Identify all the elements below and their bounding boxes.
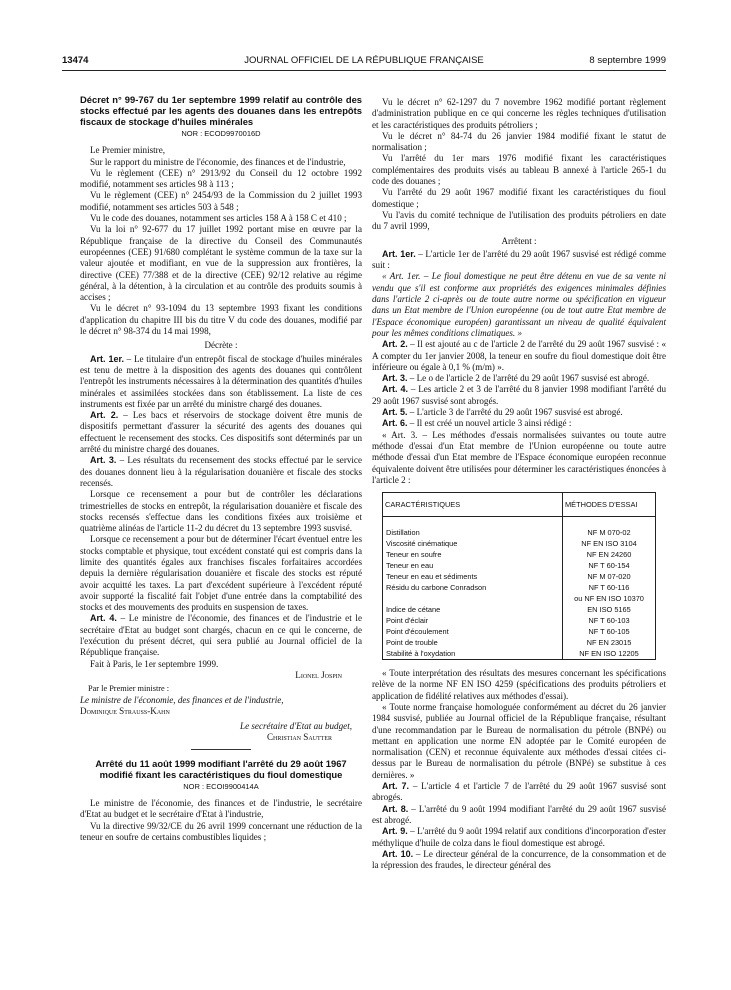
table-row: [383, 571, 656, 582]
table-row: [383, 538, 656, 549]
header-rule: [62, 70, 666, 71]
arrete-paragraph: « Toute norme française homologuée conformément au décret du 26 janvier 1984 susvisé, publiée au Journal officiel de la République française, résultant d'une recommandation par le Bureau de normalisation du pétrole (BNPé) ou mettant en application une norme EN adoptée par le Comité européen de normalisation (CEN) et reconnue équivalente aux méthodes d'essai citées ci-dessus par le Bureau de normalisation du pétrole (BNPé) se substitue à ces dernières. »: [372, 701, 666, 780]
table-cell: Point d'écoulement: [383, 626, 563, 637]
table-header-row: [383, 493, 656, 517]
decree-paragraph: Vu le règlement (CEE) n° 2454/93 de la Commission du 2 juillet 1993 modifié, notamment ses articles 503 à 548 ;: [80, 190, 362, 212]
decree-paragraph: Vu le décret n° 93-1094 du 13 septembre 1993 fixant les conditions d'application du chapitre III bis du titre V du code des douanes, modifié par le décret n° 98-374 du 14 mai 1998,: [80, 303, 362, 337]
table-cell: NF T 60-103: [563, 615, 656, 626]
secretary-title: Le secrétaire d'Etat au budget,: [240, 721, 352, 732]
publication-date: 8 septembre 1999: [589, 55, 666, 66]
table-row: [383, 549, 656, 560]
table-cell: Teneur en eau: [383, 560, 563, 571]
arrete-article: [372, 804, 666, 827]
table-row: [383, 626, 656, 637]
article-label: Art. 4.: [90, 613, 117, 624]
left-column: [80, 94, 362, 843]
table-cell: NF EN 23015: [563, 637, 656, 648]
table-row: [383, 582, 656, 604]
article-text: – Il est ajouté au c de l'article 2 de l'arrêté du 29 août 1967 susvisé : « A compter du 1er janvier 2008, la teneur en soufre du fioul domestique doit être inférieure ou égale à 0,1 % (m/m) ».: [372, 339, 666, 372]
arrete-article: [372, 407, 666, 418]
done-line: Fait à Paris, le 1er septembre 1999.: [90, 658, 219, 669]
column-header: CARACTÉRISTIQUES: [383, 493, 563, 517]
decree-article: [80, 613, 362, 658]
article-label: Art. 7.: [382, 781, 410, 792]
table-cell: NF EN ISO 3104: [563, 538, 656, 549]
arrete-article: [372, 849, 666, 872]
article-label: Art. 2.: [90, 410, 119, 421]
table-row: [383, 615, 656, 626]
article-text: – Le ministre de l'économie, des finances et de l'industrie et le secrétaire d'Etat au budget sont chargés, chacun en ce qui le concerne, de l'exécution du présent décret, qui sera publié au Journal officiel de la République française.: [80, 613, 362, 658]
journal-title: JOURNAL OFFICIEL DE LA RÉPUBLIQUE FRANÇAISE: [244, 55, 484, 66]
arrete-article: [372, 339, 666, 373]
decree-paragraph: Vu le règlement (CEE) n° 2913/92 du Conseil du 12 octobre 1992 modifié, notamment ses articles 98 à 113 ;: [80, 167, 362, 190]
arrete-article: [372, 826, 666, 849]
table-cell: Stabilité à l'oxydation: [383, 648, 563, 660]
by-prime-minister: Par le Premier ministre :: [88, 684, 170, 694]
arrete-paragraph: Vu le décret n° 84-74 du 26 janvier 1984 modifié fixant le statut de normalisation ;: [372, 130, 666, 153]
arrete-paragraph: Vu l'avis du comité technique de l'utilisation des produits pétroliers en date du 7 avril 1999,: [372, 209, 666, 232]
decree-article: [80, 354, 362, 410]
decree-title: Décret n° 99-767 du 1er septembre 1999 relatif au contrôle des stocks effectué par les agents des douanes dans les entrepôts fiscaux de stockage d'huiles minérales: [80, 94, 362, 127]
secretary-name: Christian Sautter: [266, 732, 332, 743]
article-text: – Les article 2 et 3 de l'arrêté du 8 janvier 1998 modifiant l'arrêté du 29 août 1967 susvisé sont abrogés.: [372, 384, 666, 406]
table-cell: Point de trouble: [383, 637, 563, 648]
arrete-article: [372, 781, 666, 804]
arrete-nor: NOR : ECOI9900414A: [183, 781, 259, 791]
article-text: – Le titulaire d'un entrepôt fiscal de stockage d'huiles minérales est tenu de mettre à la disposition des agents des douanes qui contrôlent l'entrepôt les instruments nécessaires à la détermination des quantités d'huiles minérales et assimilées stockées dans son établissement. La liste de ces instruments est fixée par un arrêté du ministre chargé des douanes.: [80, 353, 362, 409]
test-methods-table: [382, 492, 656, 660]
article-text: – L'arrêté du 9 août 1994 relatif aux conditions d'incorporation d'ester méthylique d'huile de colza dans le fioul domestique est abrogé.: [372, 826, 666, 848]
article-text: – Le o de l'article 2 de l'arrêté du 29 août 1967 susvisé est abrogé.: [407, 373, 650, 384]
table-cell: NF T 60-154: [563, 560, 656, 571]
arrete-paragraph: « Toute interprétation des résultats des mesures concernant les spécifications relève de la norme NF EN ISO 4259 (spécifications des produits pétroliers et application de fidélité relatives aux méthodes d'essai).: [372, 668, 666, 701]
article-label: Art. 3.: [90, 455, 117, 466]
page-number: 13474: [62, 55, 89, 66]
page-header: [62, 55, 666, 69]
decree-paragraph: Vu la loi n° 92-677 du 17 juillet 1992 portant mise en œuvre par la République française de la directive du Conseil des Communautés européennes (CEE) 91/680 complétant le système commun de la taxe sur la valeur ajoutée et modifiant, en vue de la suppression aux frontières, la directive (CEE) 77/388 et de la directive (CEE) 92/12 relative au régime général, à la détention, à la circulation et au contrôle des produits soumis à accises ;: [80, 224, 362, 303]
minister-name: Dominique Strauss-Kahn: [80, 705, 170, 716]
minister-title: Le ministre de l'économie, des finances et de l'industrie,: [80, 694, 284, 705]
decree-paragraph: Vu le code des douanes, notamment ses articles 158 A à 158 C et 410 ;: [90, 213, 347, 224]
decree-article: [80, 410, 362, 455]
table-row: [383, 637, 656, 648]
table-row: [383, 517, 656, 539]
article-text: – Il est créé un nouvel article 3 ainsi rédigé :: [407, 418, 572, 429]
decree-paragraph: Sur le rapport du ministre de l'économie, des finances et de l'industrie,: [90, 156, 346, 167]
table-row: [383, 648, 656, 660]
article-label: Art. 4.: [382, 384, 409, 395]
arrete-quote: « Art. 1er. – Le fioul domestique ne peut être détenu en vue de sa vente ni vendu que s'il est conforme aux propriétés des exigences minimales définies dans l'article 2 ci-après ou de toute autre norme ou spécification en vigueur dans un Etat membre de l'Union européenne (ou de tout autre Etat membre de l'Espace économique européen) garantissant un niveau de qualité équivalent pour les mêmes conditions climatiques. »: [372, 271, 666, 338]
article-label: Art. 10.: [382, 848, 414, 859]
table-cell: NF EN ISO 12205: [563, 648, 656, 660]
table-cell: Teneur en eau et sédiments: [383, 571, 563, 582]
decree-paragraph: Lorsque ce recensement a pour but de déterminer l'écart éventuel entre les stocks comptable et physique, tout excédent constaté qui est compris dans la limite des quantités égales aux franchises fiscales forfaitaires accordées depuis la dernière régularisation douanière et fiscale des stocks est réputé avoir acquitté les taxes. La part d'excédent supérieure à l'excédent réputé avoir supporté la fiscalité fait l'objet d'une entrée dans la comptabilité des stocks et des mouvements des produits en suspension de taxes.: [80, 534, 362, 613]
article-text: – L'article 3 de l'arrêté du 29 août 1967 susvisé est abrogé.: [407, 407, 623, 418]
article-label: Art. 2.: [382, 339, 408, 350]
table-cell: NF T 60-105: [563, 626, 656, 637]
table-cell: EN ISO 5165: [563, 604, 656, 615]
arrete-paragraph: Le ministre de l'économie, des finances et de l'industrie, le secrétaire d'Etat au budget et le secrétaire d'Etat à l'industrie,: [80, 798, 362, 820]
article-label: Art. 1er.: [382, 248, 416, 259]
table-cell: NF T 60-116 ou NF EN ISO 10370: [563, 582, 656, 604]
table-cell: Distillation: [383, 517, 563, 539]
article-label: Art. 8.: [382, 803, 409, 814]
decree-paragraph: Lorsque ce recensement a pour but de contrôler les déclarations trimestrielles de stocks en entrepôt, la régularisation douanière et fiscale des stocks recensés s'effectue dans les conditions fixées aux troisième et quatrième alinéas de l'article 11-2 du décret du 13 septembre 1993 susvisé.: [80, 489, 362, 534]
decree-nor: NOR : ECOD9970016D: [181, 129, 261, 138]
article-text: – Le directeur général de la concurrence, de la consommation et de la répression des fraudes, le directeur général des: [372, 848, 666, 871]
article-label: Art. 9.: [382, 826, 408, 837]
decrete-heading: Décrète :: [204, 340, 238, 351]
table-cell: Résidu du carbone Conradson: [383, 582, 563, 604]
arrete-article: [372, 384, 666, 407]
article-label: Art. 1er.: [90, 353, 124, 364]
column-header: MÉTHODES D'ESSAI: [563, 493, 656, 517]
arrete-title: Arrêté du 11 août 1999 modifiant l'arrêté du 29 août 1967 modifié fixant les caractéristiques du fioul domestique: [95, 757, 347, 780]
arretent-heading: Arrêtent :: [501, 235, 537, 246]
article-text: – L'article 1er de l'arrêté du 29 août 1967 susvisé est rédigé comme suit :: [372, 248, 666, 271]
signer-name: Lionel Jospin: [295, 669, 342, 680]
table-cell: NF M 070-02: [563, 517, 656, 539]
table-cell: Point d'éclair: [383, 615, 563, 626]
table-cell: NF M 07-020: [563, 571, 656, 582]
article-text: – L'article 4 et l'article 7 de l'arrêté du 29 août 1967 susvisé sont abrogés.: [372, 781, 666, 803]
article-label: Art. 5.: [382, 407, 408, 418]
article-label: Art. 6.: [382, 418, 408, 429]
table-cell: Indice de cétane: [383, 604, 563, 615]
article-text: – Les résultats du recensement des stocks effectué par le service des douanes donnent lieu à la régularisation douanière et fiscale des stocks recensés.: [80, 455, 362, 488]
right-column: [372, 97, 666, 871]
decree-article: [80, 455, 362, 489]
section-divider: [191, 749, 251, 750]
table-row: [383, 560, 656, 571]
arrete-paragraph: Vu le décret n° 62-1297 du 7 novembre 1962 modifié portant règlement d'administration publique en ce qui concerne les règles techniques d'utilisation et les caractéristiques des produits pétroliers ;: [372, 97, 666, 130]
table-cell: Viscosité cinématique: [383, 538, 563, 549]
decree-paragraph: Le Premier ministre,: [90, 145, 166, 156]
arrete-paragraph: Vu l'arrêté du 1er mars 1976 modifié fixant les caractéristiques complémentaires des produits visés au tableau B annexé à l'article 265-1 du code des douanes ;: [372, 153, 666, 187]
arrete-paragraph: Vu la directive 99/32/CE du 26 avril 1999 concernant une réduction de la teneur en soufre de certains combustibles liquides ;: [80, 820, 362, 842]
arrete-article: [372, 373, 666, 384]
arrete-quote: « Art. 3. – Les méthodes d'essais normalisées suivantes ou toute autre méthode d'essai d'un Etat membre de l'Union européenne ou toute autre méthode d'essai d'un Etat membre de l'Espace économique européen reconnue équivalente doivent être utilisées pour déterminer les caractéristiques énoncées à l'article 2 :: [372, 429, 666, 485]
table-cell: Teneur en soufre: [383, 549, 563, 560]
article-text: – L'arrêté du 9 août 1994 modifiant l'arrêté du 29 août 1967 susvisé est abrogé.: [372, 803, 666, 825]
article-text: – Les bacs et réservoirs de stockage doivent être munis de dispositifs permettant d'assurer la sécurité des agents des douanes qui effectuent le recensement des stocks. Ces dispositifs sont déterminés par un arrêté du ministre chargé des douanes.: [80, 410, 362, 455]
arrete-article: [372, 249, 666, 272]
article-label: Art. 3.: [382, 373, 408, 384]
arrete-article: [372, 418, 666, 429]
arrete-paragraph: Vu l'arrêté du 29 août 1967 modifié fixant les caractéristiques du fioul domestique ;: [372, 187, 666, 209]
table-cell: NF EN 24260: [563, 549, 656, 560]
table-row: [383, 604, 656, 615]
